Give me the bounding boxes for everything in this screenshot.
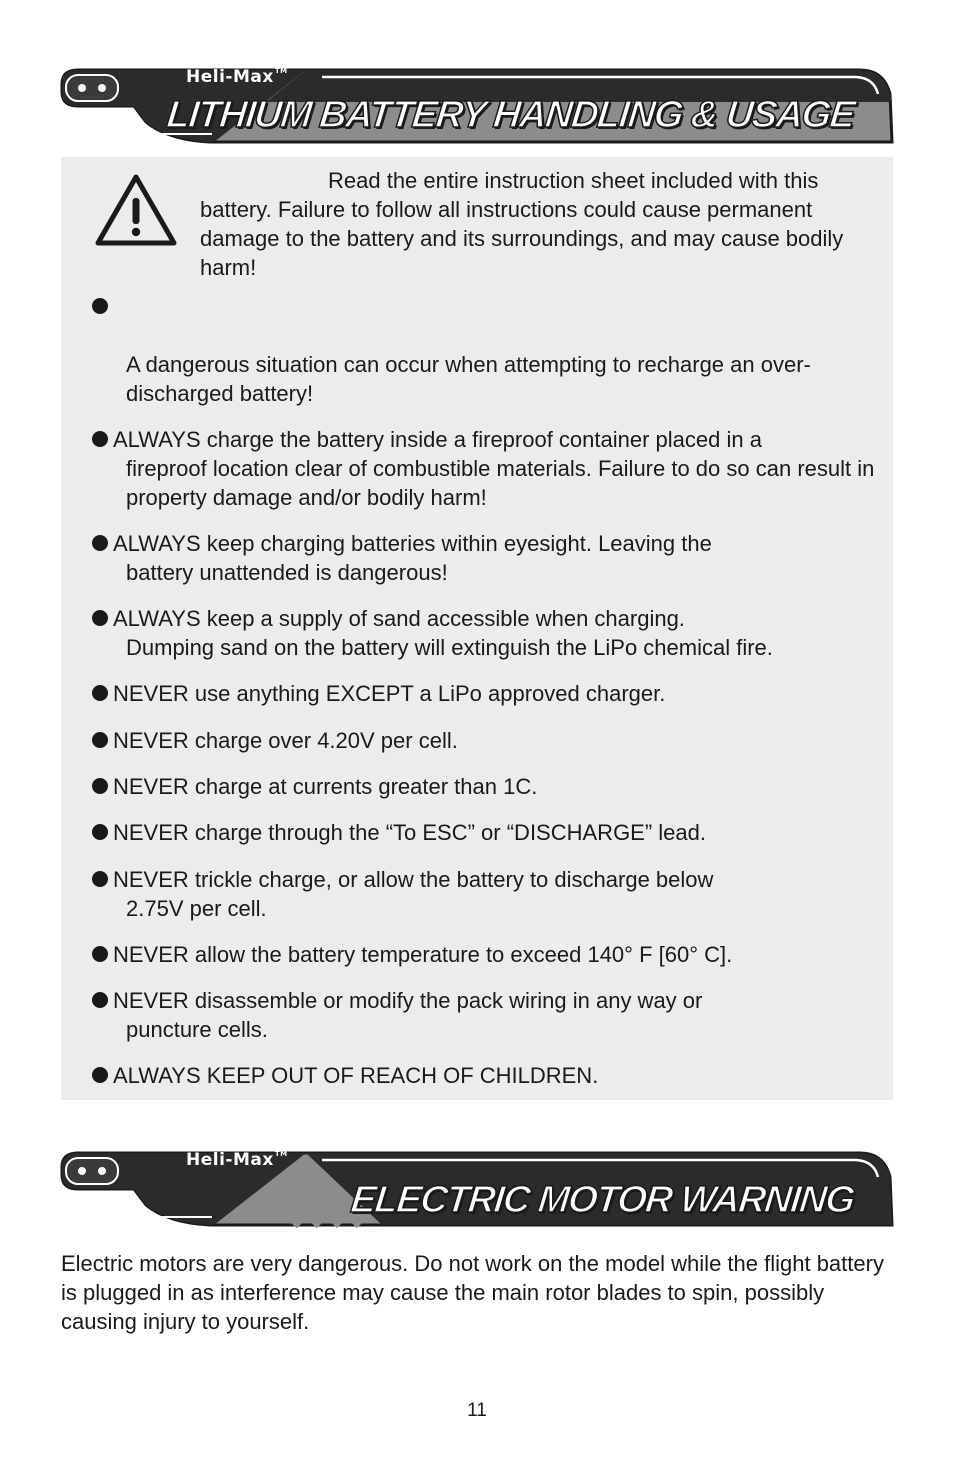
heli-max-logo: Heli-Max™ xyxy=(186,67,288,87)
list-item: NEVER charge through the “To ESC” or “DISCHARGE” lead. xyxy=(92,818,882,847)
warning-triangle-icon xyxy=(94,172,178,248)
section-banner-lithium xyxy=(60,64,894,146)
bullet-icon xyxy=(92,535,108,551)
motor-warning-text: Electric motors are very dangerous. Do not work on the model while the flight battery is plugged in as interference may cause the main rotor blades to spin, possibly causing injury to yourself. xyxy=(61,1251,884,1334)
list-item: NEVER trickle charge, or allow the battery to discharge below 2.75V per cell. xyxy=(92,865,882,923)
list-item: ALWAYS charge the battery inside a fireproof container placed in a fireproof location clear of combustible materials. Failure to do so can result in property damage and/or bodily harm! xyxy=(92,425,882,512)
bullet-icon xyxy=(92,992,108,1008)
list-item: A dangerous situation can occur when attempting to recharge an over-discharged battery! xyxy=(92,292,882,408)
bullet-icon xyxy=(92,610,108,626)
intro-rest: battery. Failure to follow all instructions could cause permanent damage to the battery and its surroundings, and may cause bodily harm! xyxy=(200,197,844,280)
section-title: LITHIUM BATTERY HANDLING & USAGE xyxy=(165,94,857,136)
list-item: NEVER charge over 4.20V per cell. xyxy=(92,726,882,755)
bullet-icon xyxy=(92,431,108,447)
list-item: NEVER disassemble or modify the pack wiring in any way or puncture cells. xyxy=(92,986,882,1044)
list-item: NEVER charge at currents greater than 1C. xyxy=(92,772,882,801)
list-item: ALWAYS keep charging batteries within eyesight. Leaving the battery unattended is dangerous! xyxy=(92,529,882,587)
list-item: ALWAYS keep a supply of sand accessible when charging. Dumping sand on the battery will extinguish the LiPo chemical fire. xyxy=(92,604,882,662)
bullet-icon xyxy=(92,732,108,748)
bullet-icon xyxy=(92,778,108,794)
section-title: ELECTRIC MOTOR WARNING xyxy=(349,1179,857,1221)
bullet-icon xyxy=(92,871,108,887)
bullet-icon xyxy=(92,685,108,701)
bullet-icon xyxy=(92,946,108,962)
intro-lead: Read the entire instruction sheet included with this xyxy=(328,168,819,193)
page-number: 11 xyxy=(467,1400,487,1421)
bullet-icon xyxy=(92,824,108,840)
intro-text xyxy=(200,166,880,282)
bullet-icon xyxy=(92,298,108,314)
bullet-icon xyxy=(92,1067,108,1083)
section-banner-motor xyxy=(60,1147,894,1229)
list-item: ALWAYS KEEP OUT OF REACH OF CHILDREN. xyxy=(92,1061,882,1090)
list-item: NEVER use anything EXCEPT a LiPo approved charger. xyxy=(92,679,882,708)
list-item: NEVER allow the battery temperature to exceed 140° F [60° C]. xyxy=(92,940,882,969)
heli-max-logo: Heli-Max™ xyxy=(186,1150,288,1170)
